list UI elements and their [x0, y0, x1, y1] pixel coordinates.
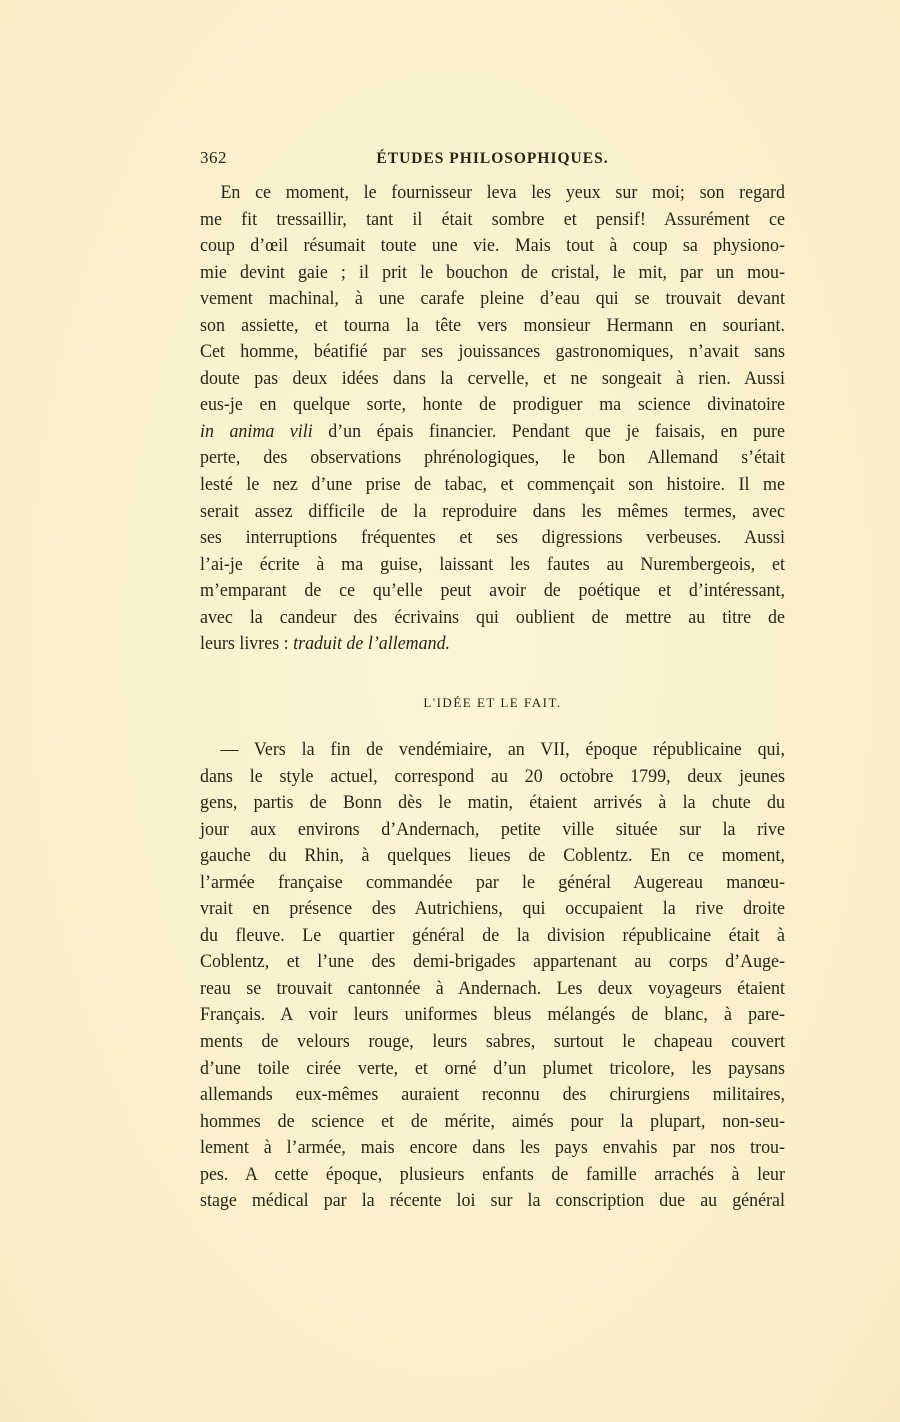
text-run: perte, des observations phrénologiques, le bon Allemand s’était: [200, 447, 785, 469]
italic-text: in anima vili: [200, 420, 313, 442]
text-run: hommes de science et de mérite, aimés pour la plupart, non-seu-: [200, 1110, 785, 1132]
text-line: [200, 578, 785, 605]
text-run: allemands eux-mêmes auraient reconnu des chirurgiens militaires,: [200, 1084, 785, 1106]
text-line: [200, 286, 785, 313]
text-line: [200, 1082, 785, 1109]
text-run: ses interruptions fréquentes et ses digressions verbeuses. Aussi: [200, 527, 785, 549]
text-line: [200, 976, 785, 1003]
text-run: Coblentz, et l’une des demi-brigades appartenant au corps d’Auge-: [200, 951, 785, 973]
text-line: [200, 843, 785, 870]
text-run: l’ai-je écrite à ma guise, laissant les fautes au Nurembergeois, et: [200, 553, 785, 575]
text-line: [200, 764, 785, 791]
text-run: jour aux environs d’Andernach, petite ville située sur la rive: [200, 818, 785, 840]
text-line: [200, 499, 785, 526]
text-line: [200, 392, 785, 419]
text-line: [200, 1188, 785, 1215]
text-run: d’un épais financier. Pendant que je faisais, en pure: [312, 420, 785, 442]
text-line: [200, 525, 785, 552]
text-run: Cet homme, béatifié par ses jouissances gastronomiques, n’avait sans: [200, 341, 785, 363]
text-run: Français. A voir leurs uniformes bleus mélangés de blanc, à pare-: [200, 1004, 785, 1026]
text-run: me fit tressaillir, tant il était sombre et pensif! Assurément ce: [200, 208, 785, 230]
text-run: — Vers la fin de vendémiaire, an VII, époque républicaine qui,: [220, 739, 785, 760]
text-run: reau se trouvait cantonnée à Andernach. Les deux voyageurs étaient: [200, 977, 785, 999]
text-line: [200, 923, 785, 950]
text-line: [200, 445, 785, 472]
text-run: En ce moment, le fournisseur leva les yeux sur moi; son regard: [220, 182, 785, 203]
text-run: vement machinal, à une carafe pleine d’eau qui se trouvait devant: [200, 288, 785, 310]
text-run: m’emparant de ce qu’elle peut avoir de poétique et d’intéressant,: [200, 580, 785, 602]
text-line: [200, 419, 785, 446]
text-line: [200, 472, 785, 499]
text-line: [200, 817, 785, 844]
text-run: lement à l’armée, mais encore dans les pays envahis par nos trou-: [200, 1137, 785, 1159]
text-run: du fleuve. Le quartier général de la division républicaine était à: [200, 924, 785, 946]
text-run: dans le style actuel, correspond au 20 octobre 1799, deux jeunes: [200, 765, 785, 787]
text-run: coup d’œil résumait toute une vie. Mais tout à coup sa physiono-: [200, 235, 785, 257]
text-run: son assiette, et tourna la tête vers monsieur Hermann en souriant.: [200, 314, 785, 336]
text-line: [200, 260, 785, 287]
text-run: mie devint gaie ; il prit le bouchon de cristal, le mit, par un mou-: [200, 261, 785, 283]
text-run: avec la candeur des écrivains qui oublient de mettre au titre de: [200, 606, 785, 628]
text-line: [200, 870, 785, 897]
text-line: [200, 949, 785, 976]
text-run: gauche du Rhin, à quelques lieues de Coblentz. En ce moment,: [200, 845, 785, 867]
paragraph-intro: [200, 180, 785, 658]
text-line: [200, 339, 785, 366]
text-run: lesté le nez d’une prise de tabac, et commençait son histoire. Il me: [200, 474, 785, 496]
section-heading: L'IDÉE ET LE FAIT.: [423, 695, 562, 710]
text-run: d’une toile cirée verte, et orné d’un plumet tricolore, les paysans: [200, 1057, 785, 1079]
text-run: eus-je en quelque sorte, honte de prodiguer ma science divinatoire: [200, 394, 785, 416]
text-run: leurs livres :: [200, 633, 294, 655]
text-line: [200, 1109, 785, 1136]
text-line: [200, 790, 785, 817]
text-line: [200, 1056, 785, 1083]
text-line: [200, 896, 785, 923]
text-run: vrait en présence des Autrichiens, qui occupaient la rive droite: [200, 898, 785, 920]
running-title: ÉTUDES PHILOSOPHIQUES.: [376, 150, 609, 167]
text-line: [200, 552, 785, 579]
text-line: [200, 180, 785, 207]
text-line: [200, 313, 785, 340]
text-line: [200, 631, 785, 658]
text-line: [200, 1002, 785, 1029]
text-run: pes. A cette époque, plusieurs enfants de famille arrachés à leur: [200, 1163, 785, 1185]
text-line: [200, 366, 785, 393]
text-run: ments de velours rouge, leurs sabres, surtout le chapeau couvert: [200, 1031, 785, 1053]
text-run: stage médical par la récente loi sur la conscription due au général: [200, 1190, 785, 1212]
text-line: [200, 233, 785, 260]
text-run: serait assez difficile de la reproduire dans les mêmes termes, avec: [200, 500, 785, 522]
text-line: [200, 1135, 785, 1162]
text-run: doute pas deux idées dans la cervelle, et ne songeait à rien. Aussi: [200, 367, 785, 389]
text-line: [200, 207, 785, 234]
page-number: 362: [200, 148, 227, 167]
text-line: [200, 1162, 785, 1189]
text-line: [200, 737, 785, 764]
text-line: [200, 605, 785, 632]
text-line: [200, 1029, 785, 1056]
text-run: gens, partis de Bonn dès le matin, étaient arrivés à la chute du: [200, 792, 785, 814]
italic-text: traduit de l’allemand.: [293, 633, 451, 655]
paragraph-story: [200, 737, 785, 1215]
text-run: l’armée française commandée par le général Augereau manœu-: [200, 871, 785, 893]
running-header: [200, 148, 785, 172]
